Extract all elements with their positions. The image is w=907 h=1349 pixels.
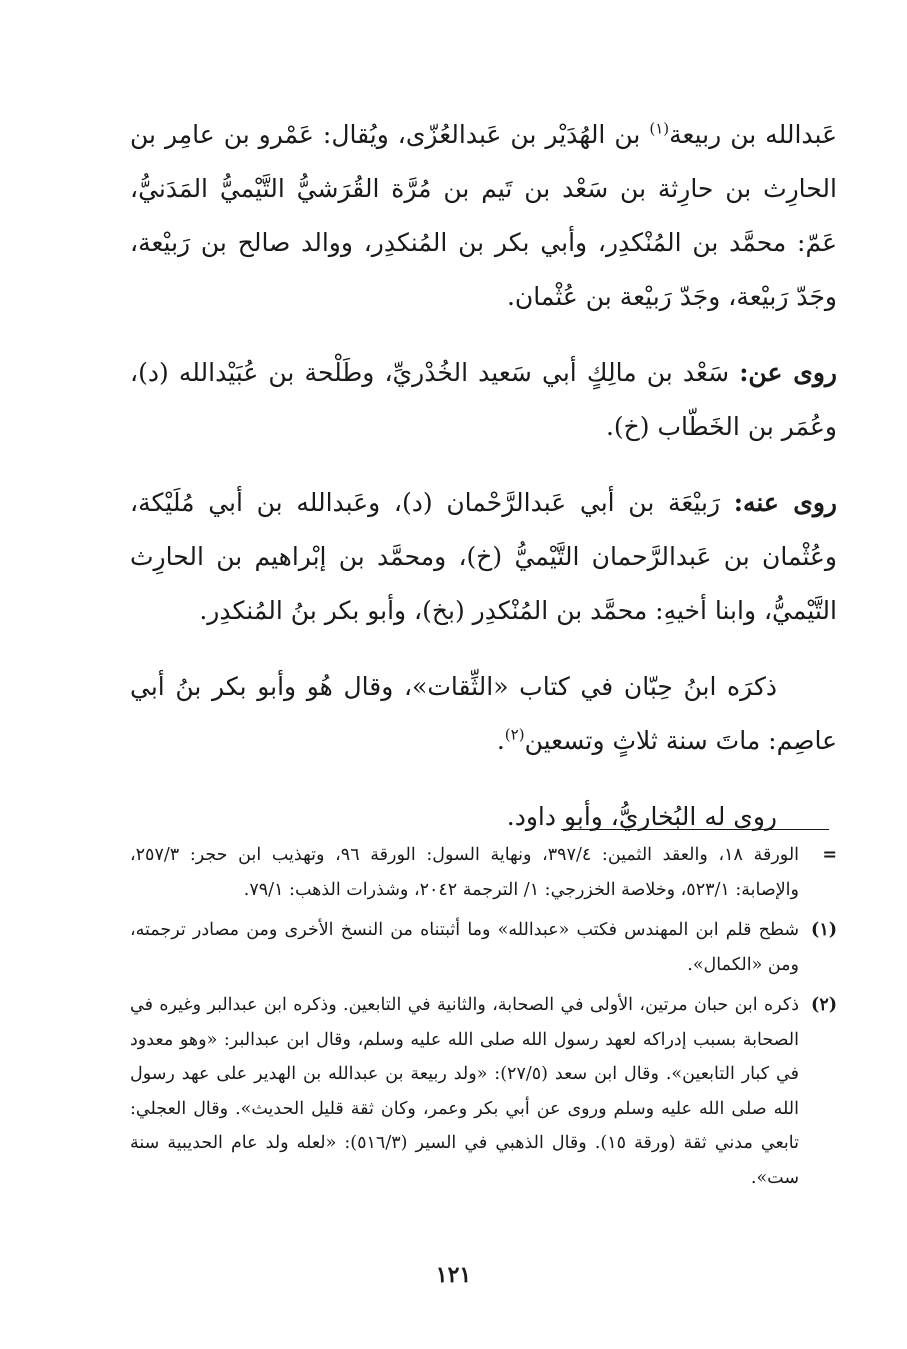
footnote-2 xyxy=(130,988,837,1195)
footnote-marker: (٢) xyxy=(811,995,837,1015)
paragraph-text: ذكرَه ابنُ حِبّان في كتاب «الثِّقات»، وقال هُو وأبو بكر بنُ أبي عاصِم: ماتَ سنة ثلاثٍ وتسعين xyxy=(130,672,837,755)
paragraph-rest: بن الهُدَيْر بن عَبدالعُزّى، ويُقال: عَمْرو بن عامِر بن الحارِث بن حارِثة بن سَعْد بن تَيم بن مُرَّة القُرَشيُّ التَّيْميُّ المَدَنيُّ، عَمّ: محمَّد بن المُنْكدِر، وأبي بكر بن المُنكدِر، ووالد صالح بن رَبيْعة، وجَدّ رَبيْعة، وجَدّ رَبيْعة بن عُثْمان. xyxy=(130,120,837,311)
paragraph-mention xyxy=(130,660,837,768)
page-number: ١٢١ xyxy=(435,1262,472,1288)
paragraph-narrated-from xyxy=(130,346,837,454)
footnote-marker: (١) xyxy=(811,920,837,940)
paragraph-text: روى له البُخاريُّ، وأبو داود. xyxy=(506,802,777,831)
footnote-1 xyxy=(130,913,837,982)
paragraph-narrated-by xyxy=(130,476,837,638)
footnote-ref-1: (١) xyxy=(649,119,670,138)
footnote-continued xyxy=(130,838,837,907)
footnote-ref-2: (٢) xyxy=(504,725,525,744)
footnote-text: ذكره ابن حبان مرتين، الأولى في الصحابة، والثانية في التابعين. وذكره ابن عبدالبر وغيره في الصحابة بسبب إدراكه لعهد رسول الله صلى الله عليه وسلم، وقال ابن عبدالبر: «وهو معدود في كبار التابعين». وقال ابن سعد (٢٧/٥): «ولد ربيعة بن عبدالله بن الهدير على عهد رسول الله صلى الله عليه وسلم وروى عن أبي بكر وعمر، وكان ثقة قليل الحديث». وقال العجلي: تابعي مدني ثقة (ورقة ١٥). وقال الذهبي في السير (٥١٦/٣): «لعله ولد عام الحديبية سنة ست». xyxy=(130,995,800,1188)
paragraph-text: رَبيْعَة بن أبي عَبدالرَّحْمان (د)، وعَبدالله بن أبي مُلَيْكة، وعُثْمان بن عَبدالرَّحمان التَّيْميُّ (خ)، ومحمَّد بن إبْراهيم بن الحارِث التَّيْميُّ، وابنا أخيهِ: محمَّد بن المُنْكدِر (بخ)، وأبو بكر بنُ المُنكدِر. xyxy=(130,488,837,625)
paragraph-text: سَعْد بن مالِكٍ أبي سَعيد الخُدْريِّ، وطَلْحة بن عُبَيْدالله (د)، وعُمَر بن الخَطّاب (خ). xyxy=(130,358,837,441)
footnote-marker: = xyxy=(822,845,837,865)
paragraph-lead: روى عنه: xyxy=(733,488,837,517)
footnote-text: شطح قلم ابن المهندس فكتب «عبدالله» وما أثبتناه من النسخ الأخرى ومن مصادر ترجمته، ومن «الكمال». xyxy=(130,920,799,975)
footnotes xyxy=(130,838,837,1201)
paragraph-rest: . xyxy=(496,726,505,755)
footnote-text: الورقة ١٨، والعقد الثمين: ٣٩٧/٤، ونهاية السول: الورقة ٩٦، وتهذيب ابن حجر: ٢٥٧/٣، والإصابة: ٥٢٣/١، وخلاصة الخزرجي: ١/ الترجمة ٢٠٤٢، وشذرات الذهب: ٧٩/١. xyxy=(130,845,800,900)
paragraph-lead: روى عن: xyxy=(739,358,837,387)
main-text xyxy=(130,108,837,866)
paragraph-transmitters xyxy=(130,790,837,844)
paragraph-name xyxy=(130,108,837,324)
footnote-divider xyxy=(561,829,829,830)
paragraph-text: عَبدالله بن ربيعة xyxy=(669,120,838,149)
